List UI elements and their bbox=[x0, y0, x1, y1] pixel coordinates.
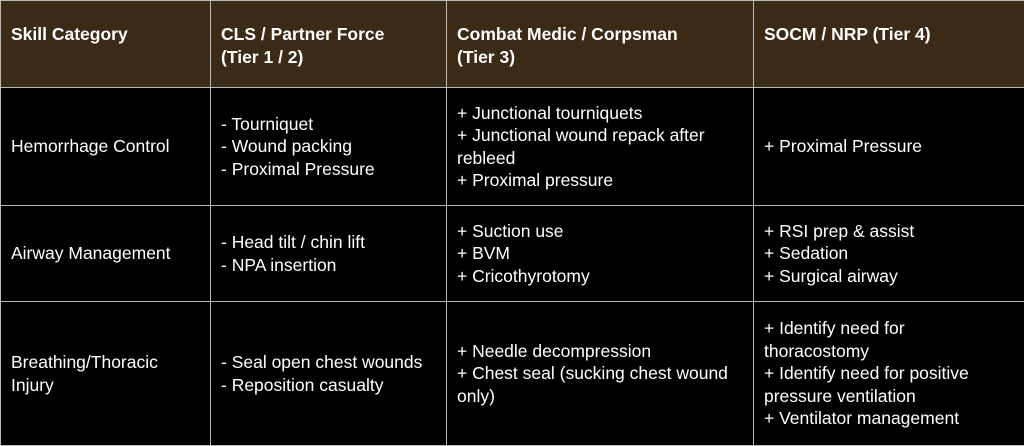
tier-4-cell: + RSI prep & assist + Sedation + Surgical airway bbox=[754, 206, 1024, 302]
tier-3-cell: + Suction use + BVM + Cricothyrotomy bbox=[447, 206, 754, 302]
tier-1-2-cell: - Tourniquet - Wound packing - Proximal Pressure bbox=[211, 88, 447, 206]
tier-1-2-cell: - Seal open chest wounds - Reposition casualty bbox=[211, 302, 447, 446]
header-tier-1-2: CLS / Partner Force (Tier 1 / 2) bbox=[211, 1, 447, 88]
category-cell: Hemorrhage Control bbox=[1, 88, 211, 206]
table-row bbox=[1, 206, 1024, 302]
header-tier-4: SOCM / NRP (Tier 4) bbox=[754, 1, 1024, 88]
table-row bbox=[1, 88, 1024, 206]
tier-4-cell: + Proximal Pressure bbox=[754, 88, 1024, 206]
header-skill-category: Skill Category bbox=[1, 1, 211, 88]
category-cell: Breathing/Thoracic Injury bbox=[1, 302, 211, 446]
tier-1-2-cell: - Head tilt / chin lift - NPA insertion bbox=[211, 206, 447, 302]
table-row bbox=[1, 302, 1024, 446]
header-tier-3: Combat Medic / Corpsman (Tier 3) bbox=[447, 1, 754, 88]
header-row bbox=[1, 1, 1024, 88]
category-cell: Airway Management bbox=[1, 206, 211, 302]
tier-4-cell: + Identify need for thoracostomy + Identify need for positive pressure ventilation + Ventilator management bbox=[754, 302, 1024, 446]
tier-3-cell: + Junctional tourniquets + Junctional wound repack after rebleed + Proximal pressure bbox=[447, 88, 754, 206]
tier-3-cell: + Needle decompression + Chest seal (sucking chest wound only) bbox=[447, 302, 754, 446]
